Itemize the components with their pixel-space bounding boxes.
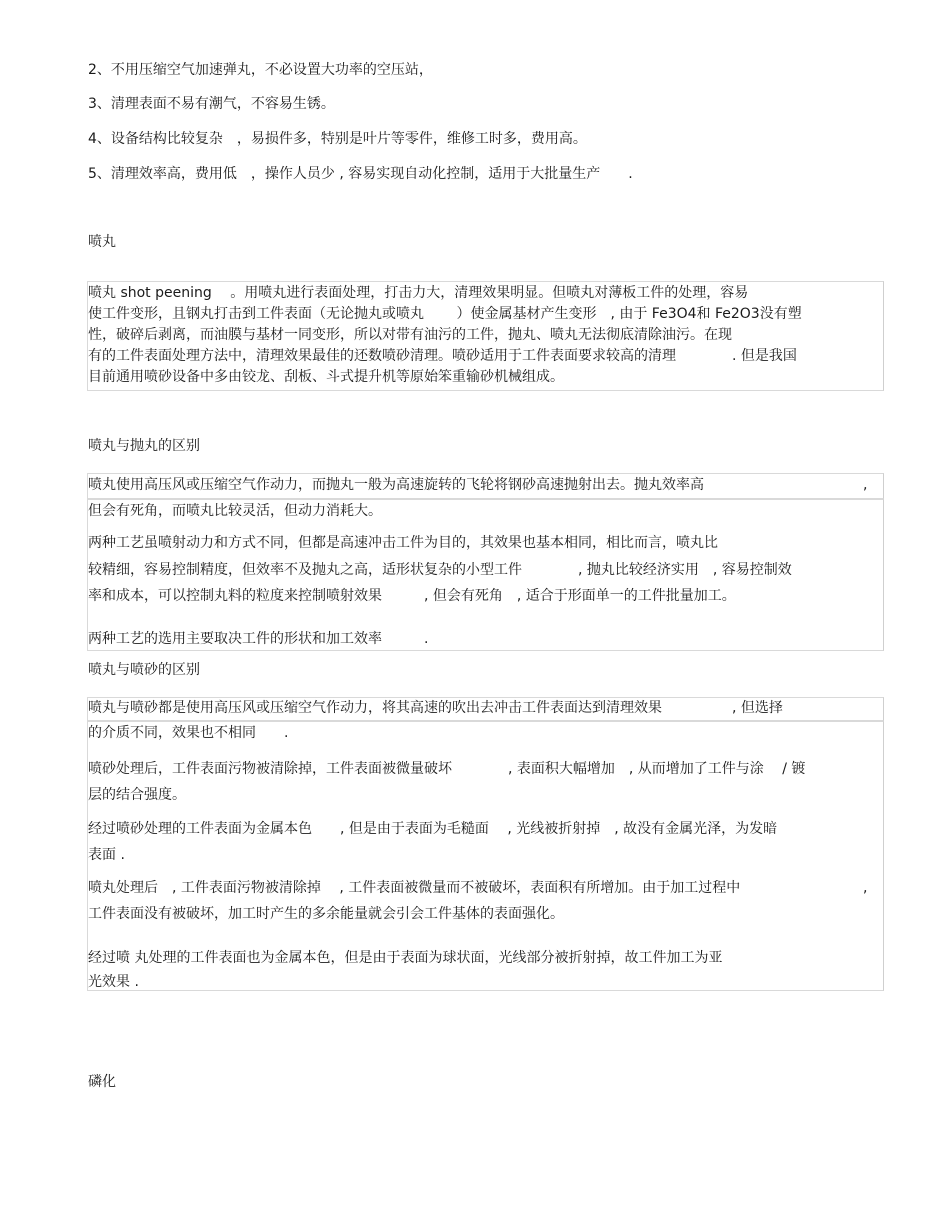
paragraph-line: 表面 . xyxy=(88,847,125,863)
paragraph-line: 目前通用喷砂设备中多由铰龙、刮板、斗式提升机等原始笨重输砂机械组成。 xyxy=(88,369,564,385)
text-block xyxy=(87,499,884,651)
list-item: 3、清理表面不易有潮气，不容易生锈。 xyxy=(88,96,335,112)
paragraph-line: 喷砂处理后，工件表面污物被清除掉，工件表面被微量破坏 , 表面积大幅增加 , 从而增加了工件与涂 / 镀 xyxy=(88,761,806,777)
paragraph-line: 光效果 . xyxy=(88,974,139,990)
list-item: 5、清理效率高，费用低 ，操作人员少 , 容易实现自动化控制，适用于大批量生产 . xyxy=(88,166,633,182)
paragraph-line: 喷丸使用高压风或压缩空气作动力，而抛丸一般为高速旋转的飞轮将钢砂高速抛射出去。抛丸效率高 xyxy=(88,477,704,493)
paragraph-line: 使工件变形，且钢丸打击到工件表面（无论抛丸或喷丸 ）使金属基材产生变形 , 由于 Fe3O4和 Fe2O3没有塑 xyxy=(88,306,802,322)
paragraph-line: 工件表面没有被破坏，加工时产生的多余能量就会引会工件基体的表面强化。 xyxy=(88,906,564,922)
paragraph-line: 喷丸与喷砂都是使用高压风或压缩空气作动力，将其高速的吹出去冲击工件表面达到清理效果 , 但选择 xyxy=(88,700,783,716)
paragraph-line: 率和成本，可以控制丸料的粒度来控制喷射效果 , 但会有死角 , 适合于形面单一的工件批量加工。 xyxy=(88,588,736,604)
paragraph-line: 但会有死角，而喷丸比较灵活，但动力消耗大。 xyxy=(88,503,382,519)
section-heading: 喷丸 xyxy=(88,234,116,250)
text-block xyxy=(87,473,884,499)
text-block xyxy=(87,281,884,391)
line-end-comma: , xyxy=(863,880,868,896)
paragraph-line: 两种工艺的选用主要取决工件的形状和加工效率 . xyxy=(88,631,429,647)
paragraph-line: 有的工件表面处理方法中，清理效果最佳的还数喷砂清理。喷砂适用于工件表面要求较高的清理 . 但是我国 xyxy=(88,348,797,364)
paragraph-line: 层的结合强度。 xyxy=(88,787,186,803)
paragraph-line: 经过喷 丸处理的工件表面也为金属本色，但是由于表面为球状面，光线部分被折射掉，故工件加工为亚 xyxy=(88,950,723,966)
text-block xyxy=(87,721,884,991)
paragraph-line: 喷丸 shot peening 。用喷丸进行表面处理，打击力大，清理效果明显。但喷丸对薄板工件的处理，容易 xyxy=(88,285,749,301)
paragraph-line: 较精细，容易控制精度，但效率不及抛丸之高，适形状复杂的小型工件 , 抛丸比较经济实用 , 容易控制效 xyxy=(88,562,792,578)
section-heading: 磷化 xyxy=(88,1074,116,1090)
text-block xyxy=(87,697,884,721)
section-heading: 喷丸与抛丸的区别 xyxy=(88,438,200,454)
line-end-comma: , xyxy=(863,477,868,493)
paragraph-line: 两种工艺虽喷射动力和方式不同，但都是高速冲击工件为目的，其效果也基本相同，相比而言，喷丸比 xyxy=(88,535,718,551)
paragraph-line: 喷丸处理后 , 工件表面污物被清除掉 , 工件表面被微量而不被破坏，表面积有所增加。由于加工过程中 xyxy=(88,880,741,896)
list-item: 4、设备结构比较复杂 ，易损件多，特别是叶片等零件，维修工时多，费用高。 xyxy=(88,131,587,147)
paragraph-line: 性，破碎后剥离，而油膜与基材一同变形，所以对带有油污的工件，抛丸、喷丸无法彻底清除油污。在现 xyxy=(88,327,732,343)
paragraph-line: 经过喷砂处理的工件表面为金属本色 , 但是由于表面为毛糙面 , 光线被折射掉 , 故没有金属光泽，为发暗 xyxy=(88,821,778,837)
section-heading: 喷丸与喷砂的区别 xyxy=(88,662,200,678)
list-item: 2、不用压缩空气加速弹丸，不必设置大功率的空压站， xyxy=(88,62,433,78)
paragraph-line: 的介质不同，效果也不相同 . xyxy=(88,725,289,741)
